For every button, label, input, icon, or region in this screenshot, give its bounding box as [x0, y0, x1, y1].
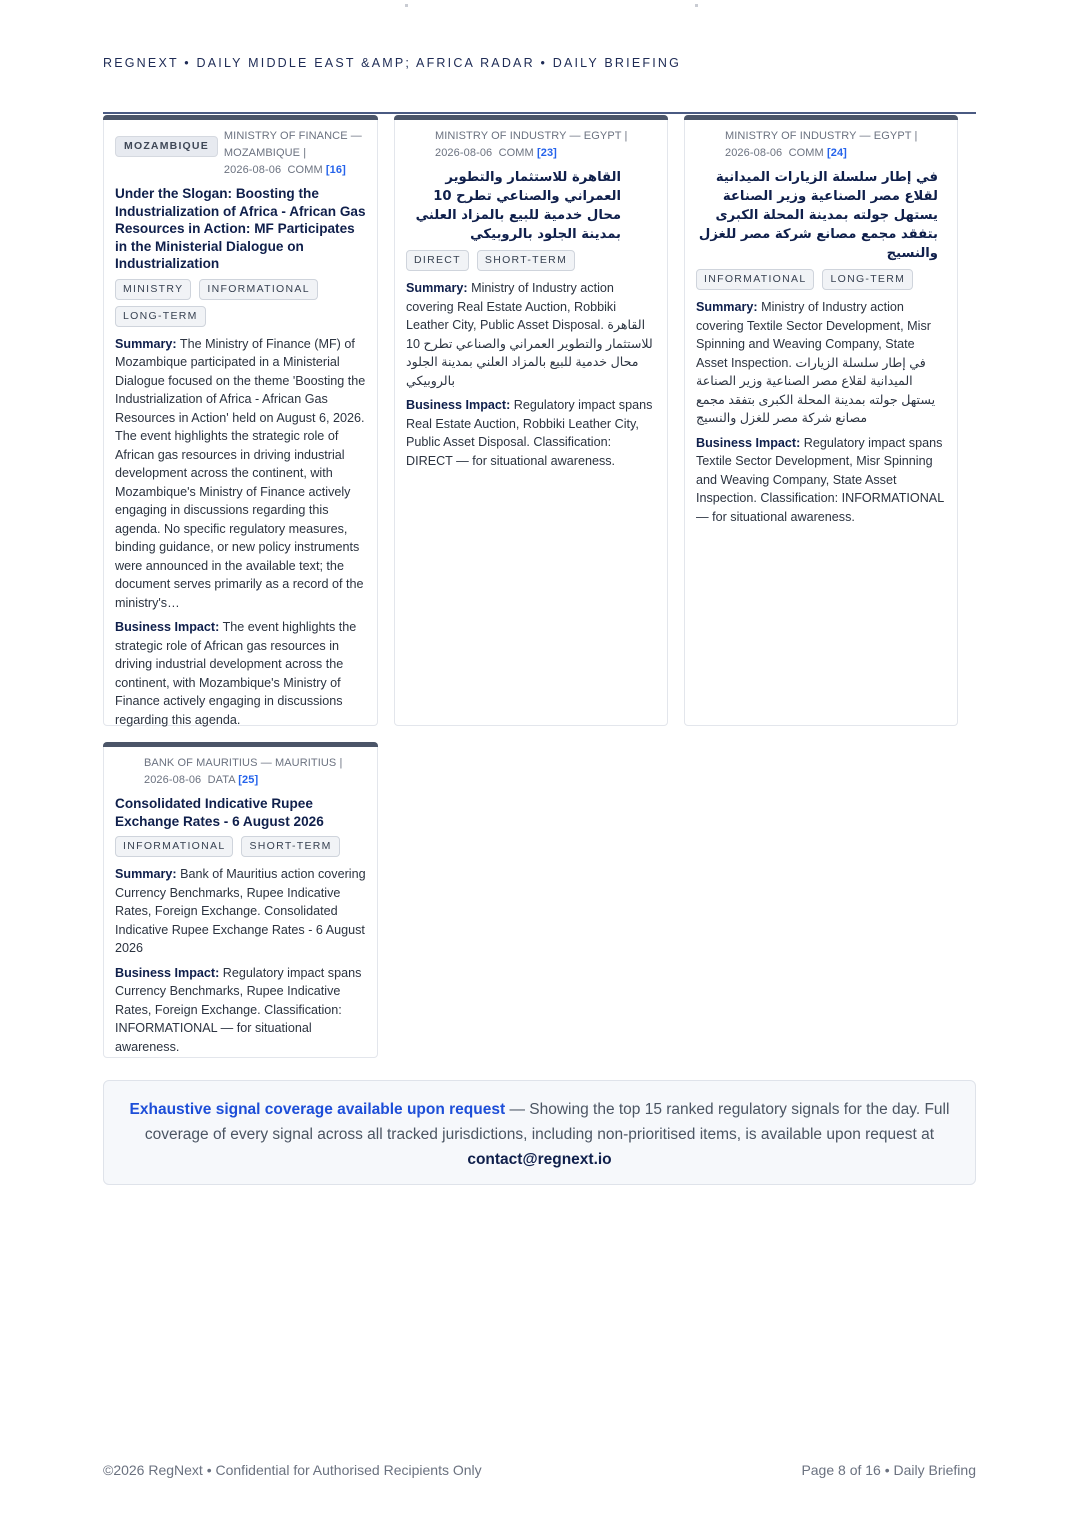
summary-label: Summary: [115, 336, 177, 351]
tag: INFORMATIONAL [115, 836, 233, 857]
type-label: COMM [788, 147, 824, 159]
notice-highlight: Exhaustive signal coverage available upon request [129, 1101, 506, 1118]
card-title: Under the Slogan: Boosting the Industrialization of Africa - African Gas Resources in Action: MF Participates in the Ministerial Dialogue on Industrialization [115, 186, 366, 271]
tag: INFORMATIONAL [199, 279, 317, 300]
impact-paragraph [115, 964, 366, 1057]
footer-copyright: ©2026 RegNext • Confidential for Authorised Recipients Only [103, 1462, 482, 1478]
reference-link[interactable]: [23] [536, 147, 557, 159]
signal-card [103, 115, 378, 726]
signal-card [684, 115, 958, 726]
tag: SHORT-TERM [477, 250, 575, 271]
tag-list [406, 250, 656, 271]
summary-text: Bank of Mauritius action covering Currency Benchmarks, Rupee Indicative Rates, Foreign Exchange. Consolidated Indicative Rupee Exchange Rates - 6 August 2026 [115, 867, 366, 955]
tag: INFORMATIONAL [696, 269, 814, 290]
reference-link[interactable]: [25] [238, 774, 259, 786]
tag-list [115, 279, 366, 327]
card-title: في إطار سلسلة الزيارات الميدانية لقلاع مصر الصناعية وزير الصناعة يستهل جولته بمدينة المحلة الكبرى بتفقد مجمع مصانع شركة مصر للغزل والنسيج [698, 170, 938, 261]
contact-email-link[interactable]: contact@regnext.io [467, 1151, 612, 1168]
reference-link[interactable]: [24] [826, 147, 847, 159]
summary-paragraph [406, 279, 656, 390]
impact-text: The event highlights the strategic role of African gas resources in driving industrial development across the continent, with Mozambique's Ministry of Finance actively engaging in discussions regarding this agenda. [115, 620, 357, 727]
summary-text: Ministry of Industry action covering Textile Sector Development, Misr Spinning and Weaving Company, State Asset Inspection. في إطار سلسلة الزيارات الميدانية لقلاع مصر الصناعية وزير الصناعة يستهل جولته بمدينة المحلة الكبرى بتفقد مجمع مصانع شركة مصر للغزل والنسيج [696, 300, 936, 425]
source-label: MINISTRY OF FINANCE — MOZAMBIQUE | [223, 130, 362, 159]
decorative-dot [695, 4, 698, 7]
impact-paragraph [115, 618, 366, 729]
source-label: MINISTRY OF INDUSTRY — EGYPT | [725, 130, 918, 142]
reference-link[interactable]: [16] [325, 164, 346, 176]
impact-label: Business Impact: [696, 435, 801, 450]
card-title: Consolidated Indicative Rupee Exchange Rates - 6 August 2026 [115, 796, 324, 829]
tag-list [696, 269, 946, 290]
impact-paragraph [406, 396, 656, 470]
impact-text: Regulatory impact spans Real Estate Auction, Robbiki Leather City, Public Asset Disposal. Classification: DIRECT — for situational awareness. [406, 398, 653, 468]
tag: LONG-TERM [822, 269, 913, 290]
card-meta-text [224, 128, 364, 179]
tag: SHORT-TERM [241, 836, 339, 857]
impact-label: Business Impact: [406, 398, 511, 412]
impact-label: Business Impact: [115, 620, 220, 634]
date-label: 2026-08-06 [144, 774, 202, 786]
summary-text: Ministry of Industry action covering Real Estate Auction, Robbiki Leather City, Public Asset Disposal. القاهرة للاستثمار والتطوير العمراني والصناعي تطرح 10 محال خدمية للبيع بالمزاد العلني بمدينة الجلود بالروبيكي [406, 281, 653, 388]
signal-card [394, 115, 668, 726]
tag: LONG-TERM [115, 306, 206, 327]
tag: DIRECT [406, 250, 469, 271]
coverage-notice [103, 1080, 976, 1185]
footer-page-number: Page 8 of 16 • Daily Briefing [801, 1462, 976, 1478]
tag: MINISTRY [115, 279, 191, 300]
summary-label: Summary: [115, 867, 177, 881]
impact-text: Regulatory impact spans Currency Benchmarks, Rupee Indicative Rates, Foreign Exchange. Classification: INFORMATIONAL — for situational awareness. [115, 965, 362, 1054]
type-label: COMM [498, 147, 534, 159]
type-label: COMM [287, 164, 323, 176]
signal-card [103, 742, 378, 1058]
impact-text: Regulatory impact spans Textile Sector Development, Misr Spinning and Weaving Company, State Asset Inspection. Classification: INFORMATIONAL — for situational awareness. [696, 435, 944, 524]
type-label: DATA [207, 774, 236, 786]
summary-paragraph [696, 298, 946, 428]
impact-paragraph [696, 434, 946, 527]
summary-text: The Ministry of Finance (MF) of Mozambique participated in a Ministerial Dialogue focused on the theme 'Boosting the Industrialization of Africa - African Gas Resources in Action' held on August 6, 2026. The event highlights the strategic role of African gas resources in driving industrial development across the continent, with Mozambique's Ministry of Finance actively engaging in discussions regarding this agenda. No specific regulatory measures, binding guidance, or new policy instruments were announced in the available text; the document serves primarily as a record of the ministry's… [115, 336, 366, 610]
summary-paragraph [115, 335, 366, 613]
source-label: MINISTRY OF INDUSTRY — EGYPT | [435, 130, 628, 142]
summary-label: Summary: [696, 300, 758, 314]
source-label: BANK OF MAURITIUS — MAURITIUS | [144, 757, 343, 769]
running-header: REGNEXT • DAILY MIDDLE EAST &AMP; AFRICA RADAR • DAILY BRIEFING [103, 56, 682, 70]
card-meta-text [696, 128, 946, 162]
impact-label: Business Impact: [115, 965, 220, 980]
date-label: 2026-08-06 [725, 147, 783, 159]
date-label: 2026-08-06 [223, 164, 282, 176]
notice-text: — Showing the top 15 ranked regulatory signals for the day. Full coverage of every signal across all tracked jurisdictions, including non-prioritised items, is available upon request at [144, 1101, 950, 1143]
summary-paragraph [115, 865, 366, 958]
country-chip: MOZAMBIQUE [115, 136, 218, 157]
card-meta-text [406, 128, 656, 162]
card-title: القاهرة للاستثمار والتطوير العمراني والصناعي تطرح 10 محال خدمية للبيع بالمزاد العلني بمدينة الجلود بالروبيكي [415, 170, 621, 242]
card-meta [115, 128, 366, 179]
date-label: 2026-08-06 [435, 147, 493, 159]
decorative-dot [405, 4, 408, 7]
header-rule [103, 112, 976, 114]
summary-label: Summary: [406, 281, 468, 295]
card-meta-text [115, 755, 366, 789]
tag-list [115, 836, 366, 857]
